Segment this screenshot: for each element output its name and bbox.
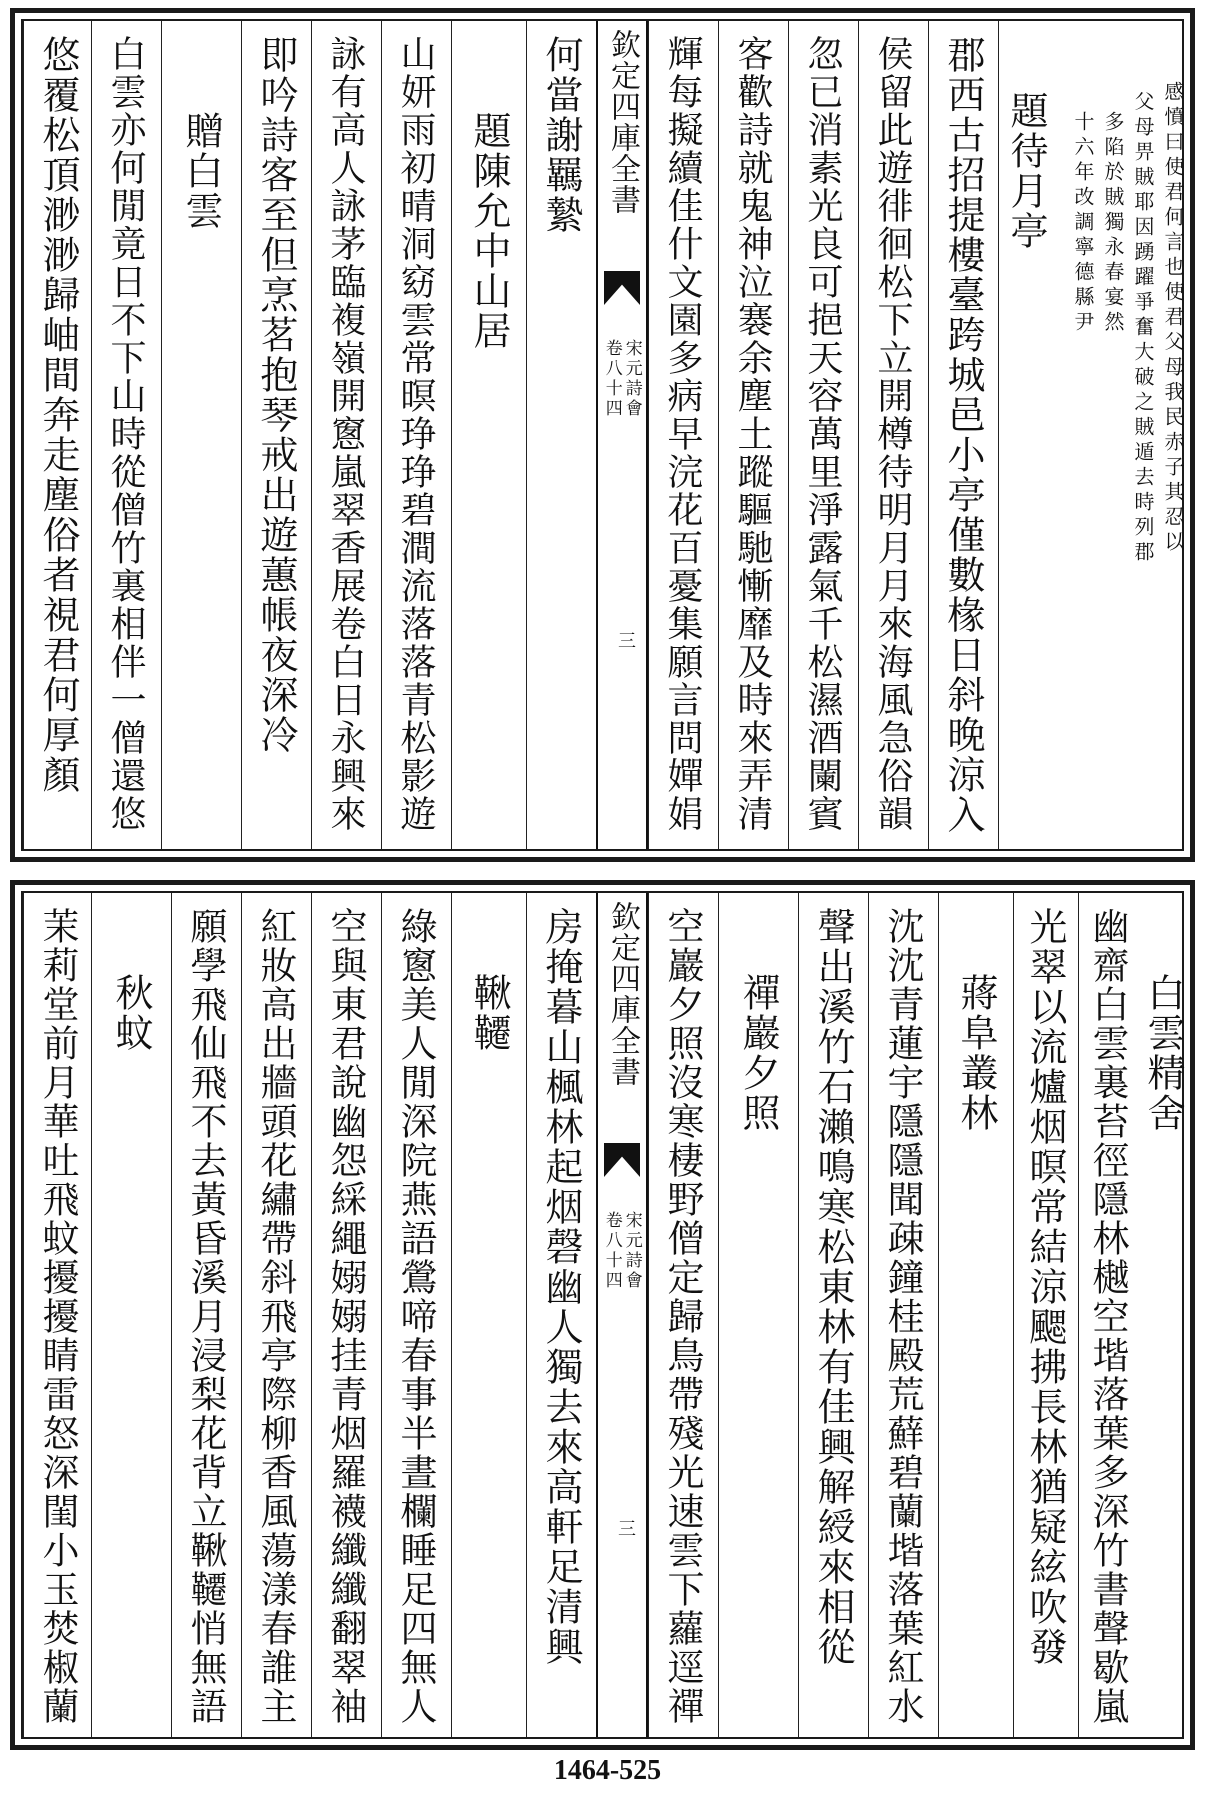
verse-text: 幽齋白雲裏苔徑隱林樾空堦落葉多深竹書聲歇嵐 bbox=[1086, 907, 1129, 1726]
verse-text: 侯留此遊徘徊松下立開樽待明月月來海風急俗韻 bbox=[872, 35, 913, 833]
poem-title: 題陳允中山居 bbox=[467, 111, 511, 351]
verse-text: 空巖夕照沒寒棲野僧定歸鳥帶殘光速雲下蘿逕禪 bbox=[661, 907, 704, 1726]
verse-text: 詠有高人詠茅臨複嶺開窻嵐翠香展卷白日永興來 bbox=[325, 35, 366, 833]
column bbox=[381, 21, 451, 849]
book-title: 欽定四庫全書 bbox=[605, 29, 640, 215]
column bbox=[648, 21, 718, 849]
leaf-number: 三 bbox=[615, 631, 636, 649]
verse-text: 茉莉堂前月華吐飛蚊擾擾睛雷怒深閨小玉焚椒蘭 bbox=[36, 907, 79, 1726]
note-text: 十六年改調寧德縣尹 bbox=[1071, 111, 1095, 336]
column bbox=[526, 893, 596, 1737]
center-fold bbox=[596, 893, 648, 1737]
column bbox=[1078, 893, 1138, 1737]
top-page bbox=[10, 8, 1195, 862]
verse-text: 沈沈青蓮宇隱隱聞疎鐘桂殿荒蘚碧蘭堦落葉紅水 bbox=[881, 907, 924, 1726]
verse-text: 郡西古招提樓臺跨城邑小亭僅數椽日斜晚涼入 bbox=[941, 35, 985, 835]
poem-title: 鞦韆 bbox=[467, 973, 511, 1053]
volume-number: 卷八十四 bbox=[601, 339, 622, 419]
column bbox=[311, 21, 381, 849]
verse-text: 房掩暮山楓林起烟磬幽人獨去來高軒足清興 bbox=[539, 907, 583, 1667]
verse-text: 願學飛仙飛不去黃昏溪月浸梨花背立鞦韆悄無語 bbox=[184, 907, 227, 1726]
column bbox=[868, 893, 938, 1737]
verse-text: 忽已消素光良可挹天容萬里淨露氣千松濕酒闌賓 bbox=[802, 35, 843, 833]
poem-title: 蔣阜叢林 bbox=[954, 973, 998, 1133]
column bbox=[241, 893, 311, 1737]
column bbox=[91, 893, 171, 1737]
verse-text: 聲出溪竹石瀨鳴寒松東林有佳興解綬來相從 bbox=[811, 907, 855, 1667]
collection-title: 宋元詩會 bbox=[621, 339, 642, 419]
volume-number: 卷八十四 bbox=[601, 1211, 622, 1291]
verse-text: 白雲亦何閒竟日不下山時從僧竹裏相伴一僧還悠 bbox=[105, 35, 146, 833]
column bbox=[23, 893, 91, 1737]
verse-text: 輝每擬續佳什文園多病早浣花百憂集願言問嬋娟 bbox=[662, 35, 703, 833]
verse-text: 紅妝高出牆頭花繡帶斜飛亭際柳香風蕩漾春誰主 bbox=[254, 907, 297, 1726]
column bbox=[938, 893, 1013, 1737]
column bbox=[91, 21, 161, 849]
note-text: 感憤曰使君何言也使君父母我民赤子其忍以 bbox=[1161, 81, 1185, 556]
column bbox=[381, 893, 451, 1737]
column bbox=[858, 21, 928, 849]
bottom-page-frame bbox=[21, 891, 1184, 1739]
column bbox=[1053, 21, 1188, 849]
note-text: 父母畀賊耶因踴躍爭奮大破之賊遁去時列郡 bbox=[1131, 91, 1155, 566]
verse-text: 光翠以流爐烟暝常結涼颸拂長林猶疑絃吹發 bbox=[1023, 907, 1067, 1667]
verse-text: 山妍雨初晴洞窈雲常暝琤琤碧澗流落落青松影遊 bbox=[395, 35, 436, 833]
column bbox=[1138, 893, 1188, 1737]
column bbox=[23, 21, 91, 849]
column bbox=[451, 21, 526, 849]
fish-tail-mark bbox=[604, 271, 640, 305]
top-page-frame bbox=[21, 19, 1184, 851]
column bbox=[451, 893, 526, 1737]
book-title: 欽定四庫全書 bbox=[605, 901, 640, 1087]
column bbox=[788, 21, 858, 849]
column bbox=[718, 21, 788, 849]
column bbox=[798, 893, 868, 1737]
verse-text: 即吟詩客至但烹茗抱琴戒出遊蕙帳夜深冷 bbox=[254, 35, 298, 755]
poem-title: 贈白雲 bbox=[179, 111, 223, 231]
poem-title: 禪巖夕照 bbox=[736, 973, 780, 1133]
column bbox=[1013, 893, 1078, 1737]
verse-text: 客歡詩就鬼神泣褰余塵土蹤驅馳慚靡及時來弄清 bbox=[732, 35, 773, 833]
column bbox=[241, 21, 311, 849]
verse-text: 悠覆松頂渺渺歸岫間奔走塵俗者視君何厚顏 bbox=[36, 35, 80, 795]
column bbox=[311, 893, 381, 1737]
verse-text: 空與東君說幽怨綵繩嫋嫋挂青烟羅襪纖纖翻翠袖 bbox=[324, 907, 367, 1726]
verse-text: 何當謝羈縶 bbox=[539, 35, 583, 235]
column bbox=[161, 21, 241, 849]
column bbox=[928, 21, 998, 849]
page-number: 1464-525 bbox=[553, 1755, 662, 1786]
poem-title: 秋蚊 bbox=[109, 973, 153, 1053]
leaf-number: 三 bbox=[615, 1519, 636, 1537]
bottom-page bbox=[10, 880, 1195, 1750]
verse-text: 綠窻美人閒深院燕語鶯啼春事半晝欄睡足四無人 bbox=[394, 907, 437, 1726]
column bbox=[998, 21, 1053, 849]
note-text: 多陷於賊獨永春宴然 bbox=[1101, 111, 1125, 336]
poem-title: 題待月亭 bbox=[1004, 91, 1048, 251]
collection-title: 宋元詩會 bbox=[621, 1211, 642, 1291]
column bbox=[171, 893, 241, 1737]
fish-tail-mark bbox=[604, 1143, 640, 1177]
column bbox=[648, 893, 718, 1737]
center-fold bbox=[596, 21, 648, 849]
column bbox=[718, 893, 798, 1737]
column bbox=[526, 21, 596, 849]
poem-title: 白雲精舍 bbox=[1141, 973, 1185, 1133]
